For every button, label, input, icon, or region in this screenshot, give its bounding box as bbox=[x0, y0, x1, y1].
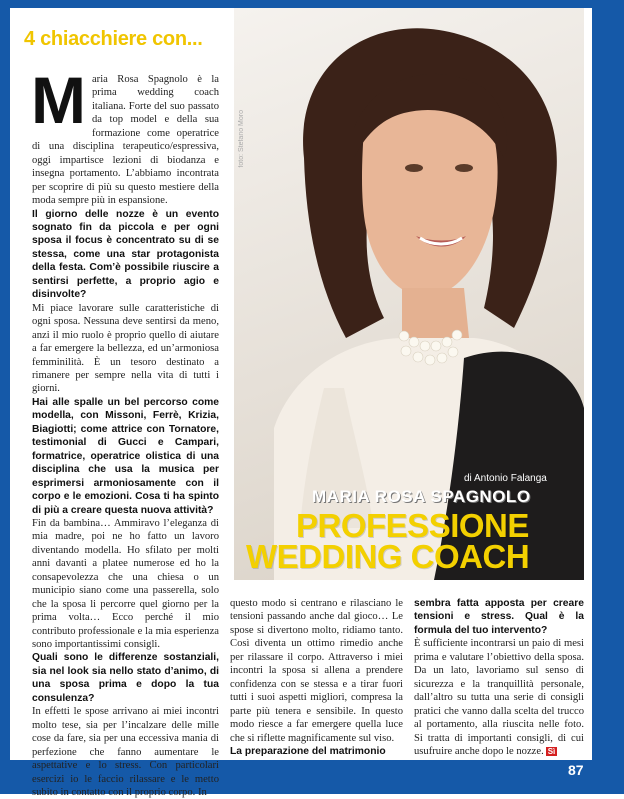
headline-line-1: PROFESSIONE bbox=[296, 507, 529, 544]
intro-paragraph: aria Rosa Spagnolo è la prima wedding coach italiana. Forte del suo passato da top model e della sua formazione come operatrice di una disciplina terapeutico/espressiva, oggi impartisce lezioni di biodanza e insegna portamento. L’abbiamo incontrata per scoprire di più su questo mestiere della moda sempre più in espansione. bbox=[32, 74, 219, 207]
answer-3: In effetti le spose arrivano ai miei incontri molto tese, sia per l’incalzare delle mille cose da fare, sia per una eccessiva mania di perfezione che fanno aumentare le aspettative e lo stress. Con particolari esercizi io le faccio rilassare e le metto subito in contatto con il proprio corpo. In bbox=[32, 706, 219, 799]
article-column-1 bbox=[31, 63, 219, 799]
article-column-3 bbox=[414, 597, 584, 758]
question-4-end: sembra fatta apposta per creare tensioni e stress. Qual è la formula del tuo intervento? bbox=[414, 598, 584, 636]
answer-3-continued: questo modo si centrano e rilasciano le tensioni passando anche dal gioco… Le spose si divertono molto, ridiamo tanto. Così diventa un ottimo rimedio anche per rilassare il corpo. Attraverso i miei incontri la sposa si allena a prendere confidenza con se stessa e a tirar fuori tutti i suoi aspetti migliori, compresa la parte più tenera e sensibile. In questo modo riesce a far emergere quella luce che si riflette magnificamente sul viso. bbox=[230, 598, 403, 744]
end-mark: Sì bbox=[547, 746, 556, 756]
answer-2: Fin da bambina… Ammiravo l’eleganza di mia madre, poi ne ho fatto un lavoro diventando modella. Ho sfilato per molti anni davanti a platee numerose ed ho la consapevolezza che una chiesa o un municipio siano come una passerella, solo che la sposa li percorre quel giorno per la prima volta… Ecco perché il mio contributo professionale e la mia esperienza sono importantissimi consigli. bbox=[32, 517, 219, 651]
answer-1: Mi piace lavorare sulle caratteristiche di ogni sposa. Nessuna deve sentirsi da meno, anzi il mio ruolo è proprio quello di aiutare a far emergere la bellezza, ed un’armoniosa femminilità. È un tesoro destinato a rimanere per sempre nella vita di tutti i giorni. bbox=[32, 302, 219, 395]
article-column-2 bbox=[230, 597, 403, 758]
photo-credit: foto: Stefano Moro bbox=[238, 110, 245, 168]
interviewee-name: MARIA ROSA SPAGNOLO bbox=[312, 487, 531, 506]
question-4-start: La preparazione del matrimonio bbox=[230, 745, 386, 757]
question-2: Hai alle spalle un bel percorso come modella, con Missoni, Ferrè, Krizia, Biagiotti; come attrice con Tornatore, testimonial di Gucci e Campari, formatrice, operatrice olistica di una disciplina che usa la musica per esprimersi armoniosamente con il corpo e le emozioni. Cosa ti ha spinto di più a creare questa nuova attività? bbox=[32, 396, 219, 516]
section-kicker: 4 chiacchiere con... bbox=[24, 28, 203, 50]
article-byline: di Antonio Falanga bbox=[464, 473, 547, 484]
page-number: 87 bbox=[568, 762, 584, 778]
answer-4-text: È sufficiente incontrarsi un paio di mesi prima e valutare l’obiettivo della sposa. Da un lato, lavoriamo sul senso di sicurezza e la tranquillità personale, dall’altro su tutta una serie di consigli pratici che vanno dalla scelta del trucco al portamento, alla riuscita nelle foto. Si tratta di importanti consigli, di cui usufruire anche dopo le nozze. bbox=[414, 638, 584, 757]
drop-cap: M bbox=[31, 63, 86, 137]
headline-line-2: WEDDING COACH bbox=[246, 538, 530, 575]
question-1: Il giorno delle nozze è un evento sognato fin da piccola e per ogni sposa il focus è concentrato su di se stessa, come una star protagonista della festa. Com’è possibile riuscire a sentirsi perfette, a proprio agio e disinvolte? bbox=[32, 208, 219, 301]
answer-4 bbox=[414, 637, 584, 758]
question-3: Quali sono le differenze sostanziali, sia nel look sia nello stato d’animo, di una sposa prima e dopo la tua consulenza? bbox=[32, 652, 219, 704]
